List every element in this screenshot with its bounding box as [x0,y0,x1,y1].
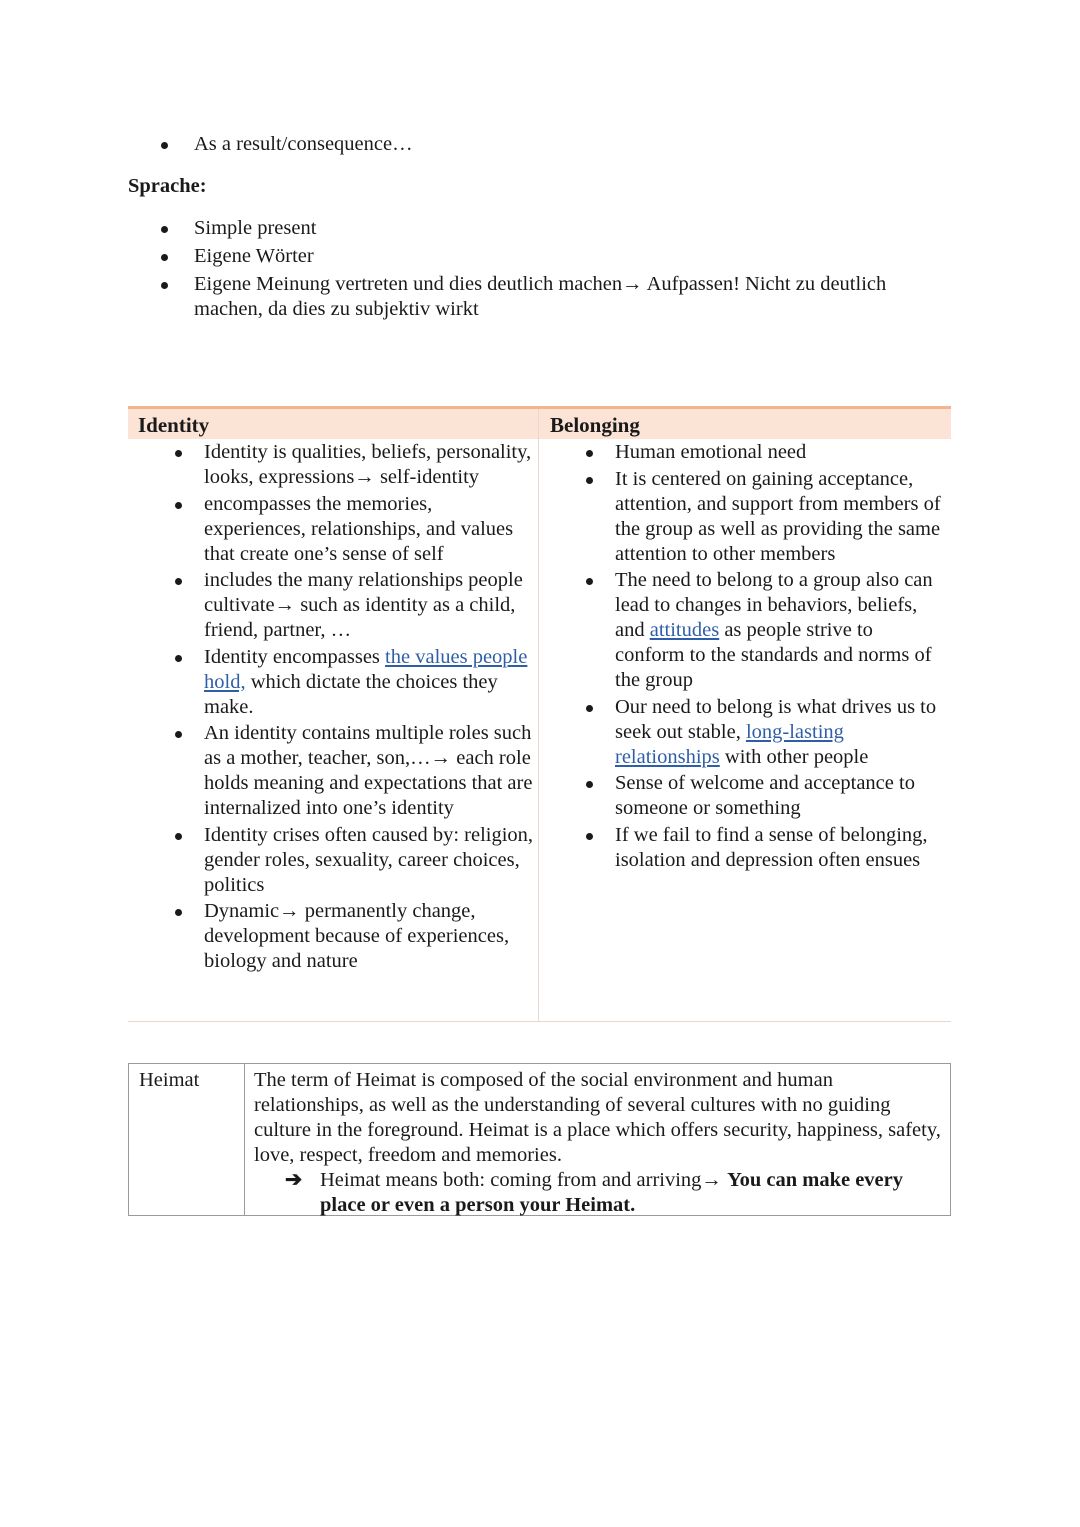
heimat-table [128,1063,951,1216]
list-item: Sense of welcome and acceptance to someone or something [615,771,947,821]
heimat-label: Heimat [139,1069,200,1091]
list-item: Dynamic→ permanently change, development because of experiences, biology and nature [204,899,536,974]
list-item [204,645,536,720]
list-item-text: which dictate the choices they make. [204,670,498,718]
sprache-list [194,216,954,325]
values-link[interactable]: the values people hold, [204,645,528,693]
heimat-conclusion-text [320,1168,950,1218]
list-item: If we fail to find a sense of belonging, isolation and depression often ensues [615,823,947,873]
list-item-text: The need to belong to a group also can lead to changes in behaviors, beliefs, and [615,569,933,641]
relationships-link[interactable]: long-lasting relationships [615,720,844,768]
list-item: Simple present [194,216,954,241]
list-item: It is centered on gaining acceptance, attention, and support from members of the group as well as providing the same attention to other members [615,467,947,567]
identity-belonging-table [128,406,951,1022]
list-item: Identity is qualities, beliefs, personality, looks, expressions→ self-identity [204,440,536,490]
attitudes-link[interactable]: attitudes [649,619,720,641]
identity-list [204,440,536,976]
intro-list [194,132,954,157]
table-header-row [128,409,951,439]
column-divider [538,409,539,1021]
list-item: An identity contains multiple roles such as a mother, teacher, son,…→ each role holds meaning and expectations that are internalized into one’s identity [204,721,536,821]
arrow-icon: ➔ [285,1169,303,1191]
conclusion-bold-text: You can make every place or even a person your Heimat. [320,1169,903,1216]
column-divider [244,1064,245,1215]
belonging-column-title: Belonging [550,413,640,437]
list-item: Identity crises often caused by: religion, gender roles, sexuality, career choices, politics [204,823,536,898]
list-item-text: Our need to belong is what drives us to seek out stable, [615,695,937,743]
list-item-text: as people strive to conform to the standards and norms of the group [615,619,932,691]
list-item: Human emotional need [615,440,947,465]
list-item: Eigene Wörter [194,244,954,269]
list-item: As a result/consequence… [194,132,954,157]
list-item: encompasses the memories, experiences, relationships, and values that create one’s sense of self [204,492,536,567]
belonging-list [615,440,947,874]
list-item-text: with other people [719,745,869,768]
list-item [615,568,947,693]
list-item: Eigene Meinung vertreten und dies deutlich machen→ Aufpassen! Nicht zu deutlich machen, da dies zu subjektiv wirkt [194,272,954,322]
list-item [615,695,947,770]
conclusion-text: Heimat means both: coming from and arriving→ [320,1169,728,1191]
identity-column-title: Identity [138,413,210,437]
list-item-text: Identity encompasses [204,645,386,668]
section-heading-sprache: Sprache: [128,175,207,197]
heimat-definition: The term of Heimat is composed of the social environment and human relationships, as well as the understanding of several cultures with no guiding culture in the foreground. Heimat is a place which offers security, happiness, safety, love, respect, freedom and memories. [254,1069,941,1166]
list-item: includes the many relationships people cultivate→ such as identity as a child, friend, partner, … [204,568,536,643]
